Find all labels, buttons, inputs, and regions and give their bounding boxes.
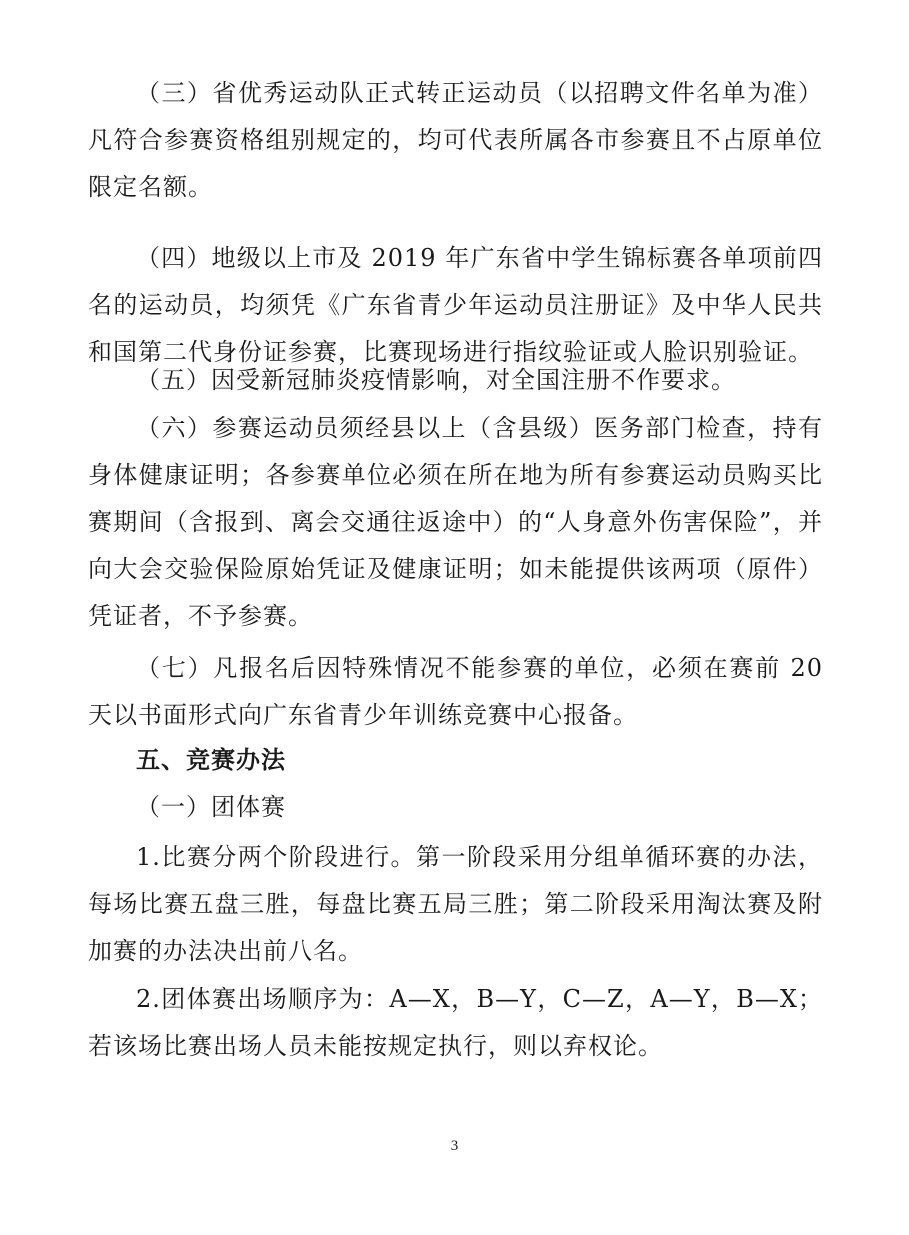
- rule-item-1: 1.比赛分两个阶段进行。第一阶段采用分组单循环赛的办法，每场比赛五盘三胜，每盘比赛五局三胜；第二阶段采用淘汰赛及附加赛的办法决出前八名。: [88, 843, 823, 965]
- paragraph-7: （七）凡报名后因特殊情况不能参赛的单位，必须在赛前 20 天以书面形式向广东省青少年训练竞赛中心报备。: [88, 654, 823, 729]
- paragraph-6: （六）参赛运动员须经县以上（含县级）医务部门检查，持有身体健康证明；各参赛单位必须在所在地为所有参赛运动员购买比赛期间（含报到、离会交通往返途中）的“人身意外伤害保险”，并向大会交验保险原始凭证及健康证明；如未能提供该两项（原件）凭证者，不予参赛。: [88, 414, 823, 630]
- rule-item-2: 2.团体赛出场顺序为：A—X，B—Y，C—Z，A—Y，B—X；若该场比赛出场人员未能按规定执行，则以弃权论。: [88, 985, 823, 1060]
- paragraph-3: （三）省优秀运动队正式转正运动员（以招聘文件名单为准）凡符合参赛资格组别规定的，均可代表所属各市参赛且不占原单位限定名额。: [88, 79, 823, 201]
- paragraph-4: （四）地级以上市及 2019 年广东省中学生锦标赛各单项前四名的运动员，均须凭《广东省青少年运动员注册证》及中华人民共和国第二代身份证参赛，比赛现场进行指纹验证或人脸识别验证。: [88, 244, 823, 366]
- paragraph-5: （五）因受新冠肺炎疫情影响，对全国注册不作要求。: [136, 366, 736, 394]
- subsection-heading: （一）团体赛: [136, 793, 286, 821]
- page-number: 3: [450, 1138, 459, 1154]
- section-heading: 五、竞赛办法: [136, 746, 286, 774]
